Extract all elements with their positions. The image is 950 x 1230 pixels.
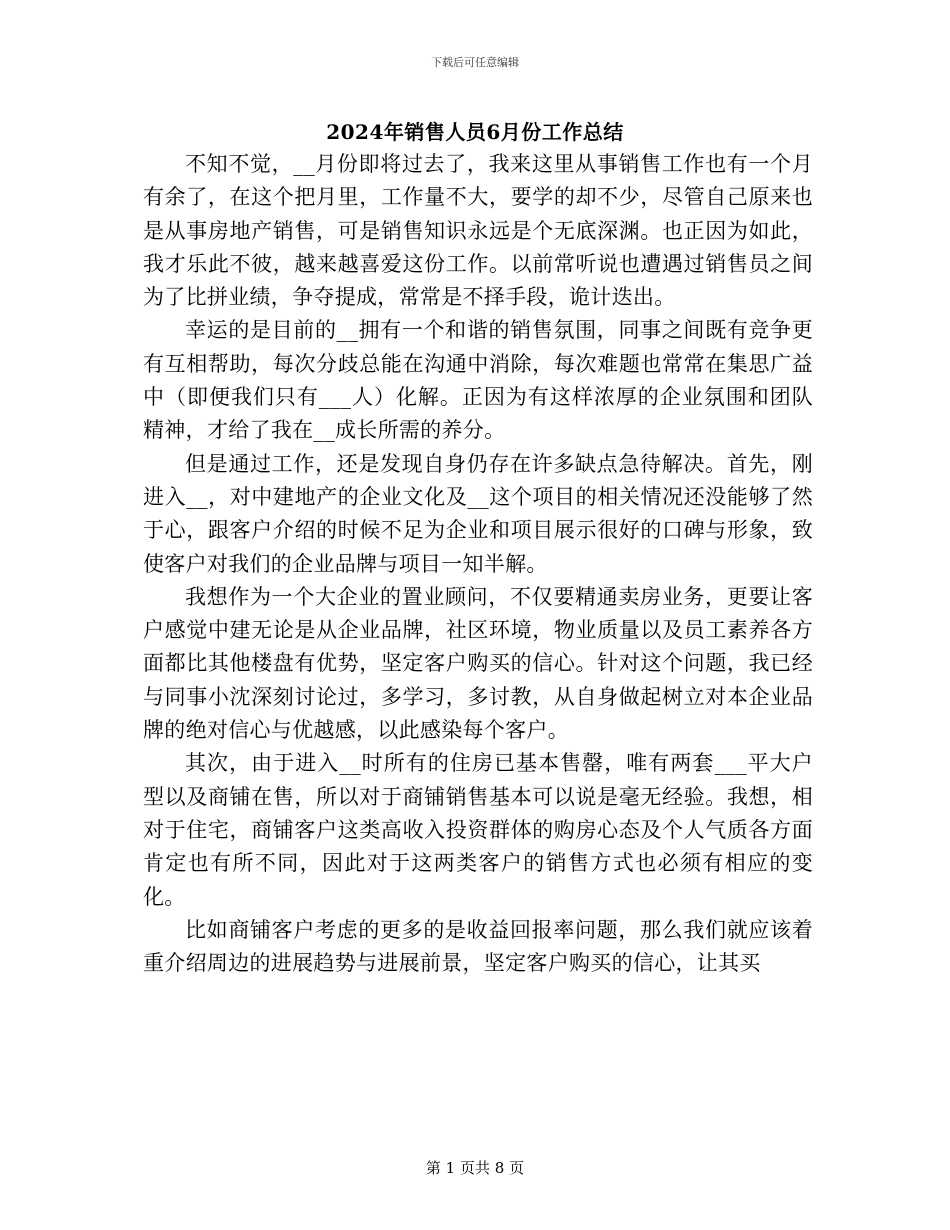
paragraph-4: 我想作为一个大企业的置业顾问，不仅要精通卖房业务，更要让客户感觉中建无论是从企业品牌，社区环境，物业质量以及员工素养各方面都比其他楼盘有优势，坚定客户购买的信心。针对这个问题，我已经与同事小沈深刻讨论过，多学习，多讨教，从自身做起树立对本企业品牌的绝对信心与优越感，以此感染每个客户。 bbox=[143, 584, 813, 743]
paragraph-2: 幸运的是目前的__拥有一个和谐的销售氛围，同事之间既有竞争更有互相帮助，每次分歧总能在沟通中消除，每次难题也常常在集思广益中（即便我们只有___人）化解。正因为有这样浓厚的企业氛围和团队精神，才给了我在__成长所需的养分。 bbox=[143, 318, 813, 443]
document-title: 2024年销售人员6月份工作总结 bbox=[326, 120, 624, 144]
paragraph-3: 但是通过工作，还是发现自身仍存在许多缺点急待解决。首先，刚进入__，对中建地产的企业文化及__这个项目的相关情况还没能够了然于心，跟客户介绍的时候不足为企业和项目展示很好的口碑与形象，致使客户对我们的企业品牌与项目一知半解。 bbox=[143, 451, 813, 576]
document-body bbox=[143, 148, 813, 980]
paragraph-1: 不知不觉，__月份即将过去了，我来这里从事销售工作也有一个月有余了，在这个把月里，工作量不大，要学的却不少，尽管自己原来也是从事房地产销售，可是销售知识永远是个无底深渊。也正因为如此，我才乐此不彼，越来越喜爱这份工作。以前常听说也遭遇过销售员之间为了比拼业绩，争夺提成，常常是不择手段，诡计迭出。 bbox=[143, 152, 813, 310]
header-note: 下载后可任意编辑 bbox=[431, 56, 519, 69]
paragraph-5: 其次，由于进入__时所有的住房已基本售罄，唯有两套___平大户型以及商铺在售，所以对于商铺销售基本可以说是毫无经验。我想，相对于住宅，商铺客户这类高收入投资群体的购房心态及个人气质各方面肯定也有所不同，因此对于这两类客户的销售方式也必须有相应的变化。 bbox=[143, 751, 813, 909]
page-number: 第 1 页共 8 页 bbox=[425, 1159, 525, 1177]
paragraph-6: 比如商铺客户考虑的更多的是收益回报率问题，那么我们就应该着重介绍周边的进展趋势与进展前景，坚定客户购买的信心，让其买 bbox=[143, 917, 813, 976]
